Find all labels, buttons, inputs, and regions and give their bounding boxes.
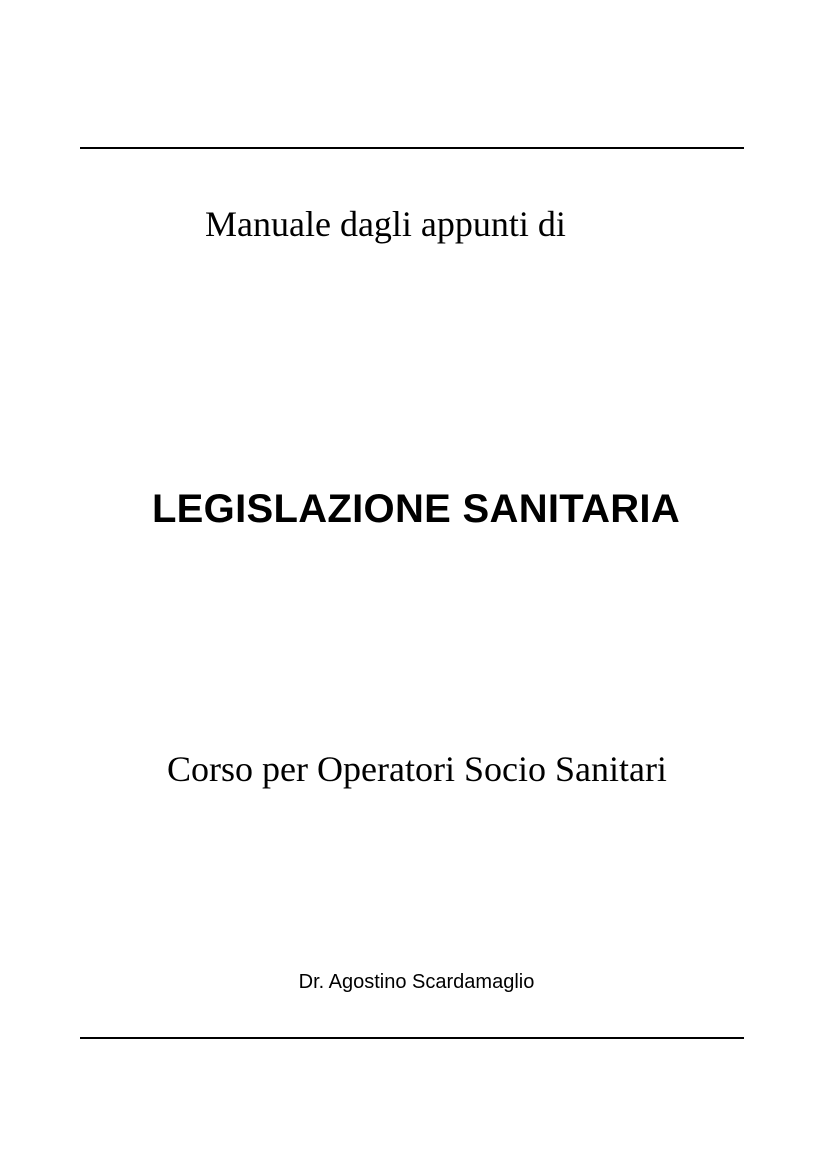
author-name: Dr. Agostino Scardamaglio: [298, 971, 535, 993]
top-divider: [80, 147, 744, 149]
course-subtitle: Corso per Operatori Socio Sanitari: [167, 749, 667, 789]
bottom-divider: [80, 1037, 744, 1039]
intro-text: Manuale dagli appunti di: [205, 204, 566, 244]
document-title: LEGISLAZIONE SANITARIA: [151, 487, 681, 531]
